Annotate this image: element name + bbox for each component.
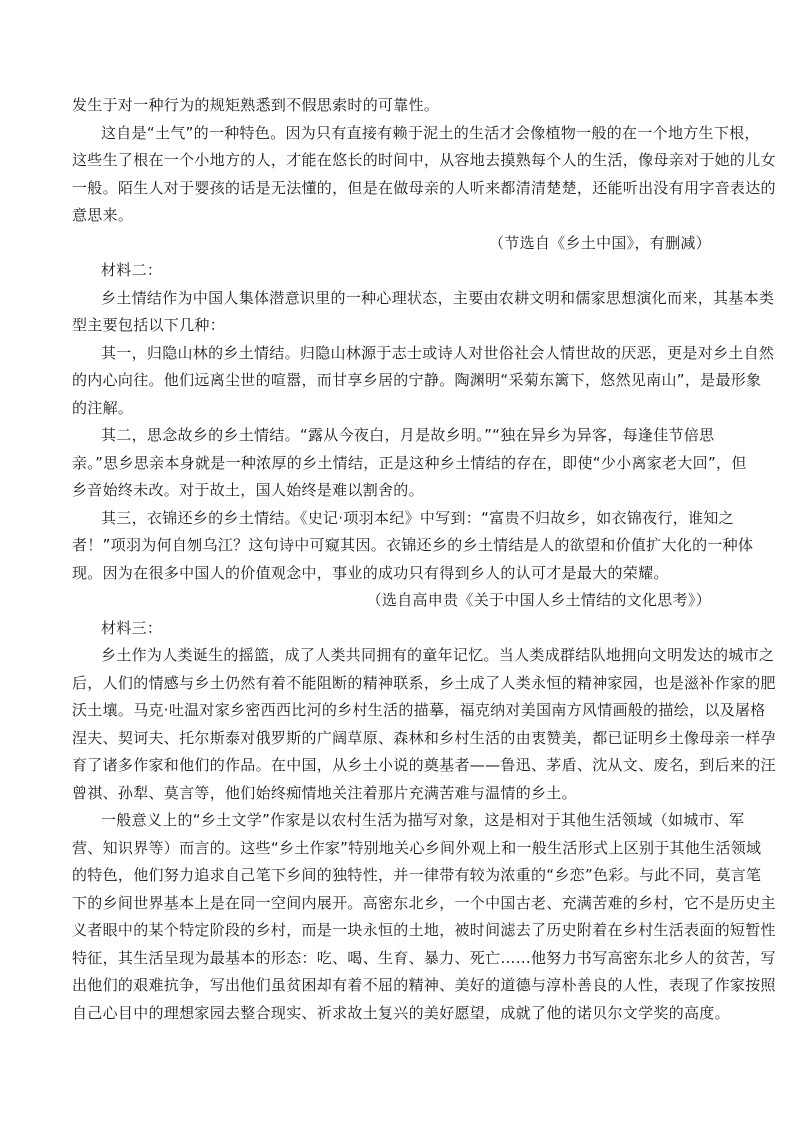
text-line: 的特色，他们努力追求自己笔下乡间的独特性，并一律带有较为浓重的“乡恋”色彩。与此不同，莫言笔 [72, 866, 762, 884]
text-line: 出他们的艰难抗争，写出他们虽贫困却有着不屈的精神、美好的道德与淳朴善良的人性，表现了作家按照 [72, 976, 776, 994]
source-citation: （节选自《乡土中国》，有删减） [488, 233, 711, 252]
paragraph-start: 乡土情结作为中国人集体潜意识里的一种心理状态，主要由农耕文明和儒家思想演化而来，其基本类 [101, 288, 775, 307]
source-citation: （选自高申贵《关于中国人乡土情结的文化思考》） [366, 591, 711, 609]
text-line: 发生于对一种行为的规矩熟悉到不假思索时的可靠性。 [72, 96, 440, 114]
text-line: 的注解。 [72, 398, 134, 417]
paragraph-start: 其二，思念故乡的乡土情结。“露从今夜白，月是故乡明。”“独在异乡为异客，每逢佳节倍思 [101, 426, 715, 444]
text-line: 特征，其生活呈现为最基本的形态：吃、喝、生育、暴力、死亡……他努力书写高密东北乡人的贫苦，写 [72, 948, 776, 967]
paragraph-start: 乡土作为人类诞生的摇篮，成了人类共同拥有的童年记忆。当人类成群结队地拥向文明发达的城市之 [101, 646, 775, 664]
text-line: 沃土壤。马克·吐温对家乡密西西比河的乡村生活的描摹，福克纳对美国南方风情画般的描绘，以及屠格 [72, 701, 766, 719]
text-line: 意思来。 [72, 206, 134, 224]
paragraph-start: 一般意义上的“乡土文学”作家是以农村生活为描写对象，这是相对于其他生活领域（如城市、军 [101, 811, 745, 829]
text-line: 一般。陌生人对于婴孩的话是无法懂的，但是在做母亲的人听来都清清楚楚，还能听出没有用字音表达的 [72, 178, 776, 197]
document-body [72, 92, 776, 1027]
text-line: 型主要包括以下几种： [72, 316, 226, 334]
text-line: 涅夫、契诃夫、托尔斯泰对俄罗斯的广阔草原、森林和乡村生活的由衷赞美，都已证明乡土像母亲一样孕 [72, 728, 776, 747]
text-line: 曾祺、孙犁、莫言等，他们始终痴情地关注着那片充满苦难与温情的乡土。 [72, 783, 577, 802]
text-line: 的内心向往。他们远离尘世的喧嚣，而甘享乡居的宁静。陶渊明“采菊东篱下，悠然见南山”，是最形象 [72, 371, 762, 389]
text-line: 这些生了根在一个小地方的人，才能在悠长的时间中，从容地去摸熟每个人的生活，像母亲对于她的儿女 [72, 151, 776, 169]
paragraph-start: 其三，衣锦还乡的乡土情结。《史记·项羽本纪》中写到：“富贵不归故乡，如衣锦夜行，谁知之 [101, 508, 734, 527]
text-line: 自己心目中的理想家园去整合现实、祈求故土复兴的美好愿望，成就了他的诺贝尔文学奖的高度。 [72, 1003, 730, 1022]
text-line: 后，人们的情感与乡土仍然有着不能阻断的精神联系，乡土成了人类永恒的精神家园，也是滋补作家的肥 [72, 673, 776, 692]
text-line: 营、知识界等）而言的。这些“乡土作家”特别地关心乡间外观上和一般生活形式上区别于其他生活领域 [72, 838, 762, 857]
text-line: 现。因为在很多中国人的价值观念中，事业的成功只有得到乡人的认可才是最大的荣耀。 [72, 563, 669, 582]
section-heading-material-3: 材料三： [101, 618, 163, 637]
section-heading-material-2: 材料二： [101, 261, 163, 279]
text-line: 乡音始终未改。对于故土，国人始终是难以割舍的。 [72, 481, 424, 499]
text-line: 下的乡间世界基本上是在同一空间内展开。高密东北乡，一个中国古老、充满苦难的乡村，它不是历史主 [72, 893, 776, 912]
text-line: 亲。”思乡思亲本身就是一种浓厚的乡土情结，正是这种乡土情结的存在，即使“少小离家老大回”，但 [72, 453, 747, 472]
paragraph-start: 这自是“土气”的一种特色。因为只有直接有赖于泥土的生活才会像植物一般的在一个地方生下根， [101, 123, 760, 142]
text-line: 者！”项羽为何自刎乌江？这句诗中可窥其因。衣锦还乡的乡土情结是人的欲望和价值扩大化的一种体 [72, 536, 754, 554]
text-line: 育了诸多作家和他们的作品。在中国，从乡土小说的奠基者——鲁迅、茅盾、沈从文、废名，到后来的汪 [72, 756, 776, 774]
paragraph-start: 其一，归隐山林的乡土情结。归隐山林源于志士或诗人对世俗社会人情世故的厌恶，更是对乡土自然 [101, 343, 775, 362]
text-line: 义者眼中的某个特定阶段的乡村，而是一块永恒的土地，被时间滤去了历史附着在乡村生活表面的短暂性 [72, 921, 776, 939]
